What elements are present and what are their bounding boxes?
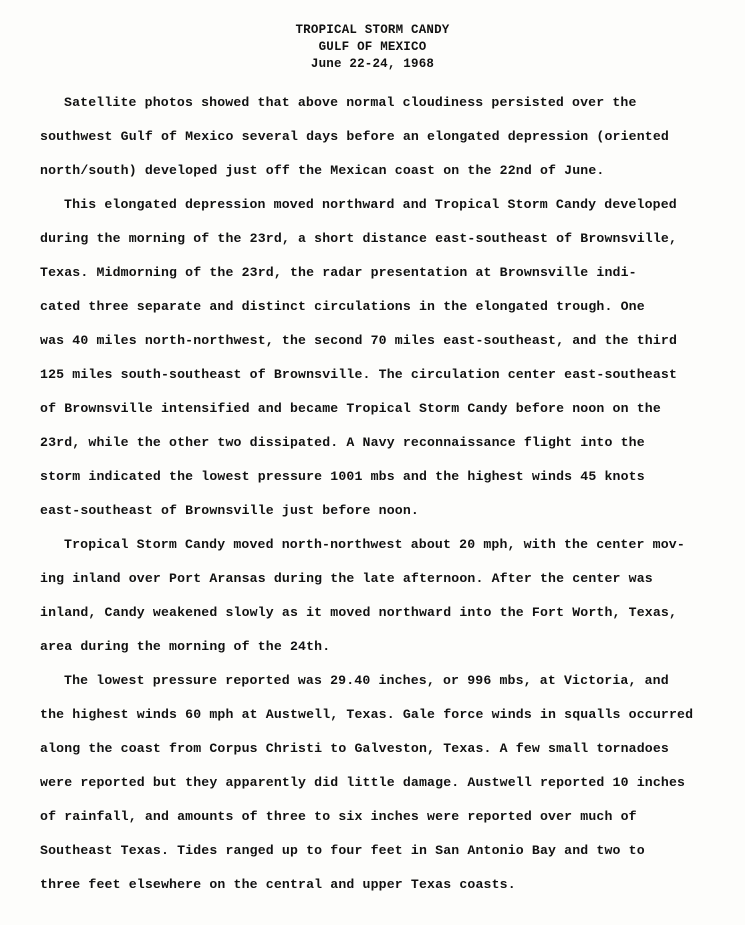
- text-line: storm indicated the lowest pressure 1001 mbs and the highest winds 45 knots: [40, 469, 645, 484]
- paragraph-1: [40, 86, 730, 188]
- text-line: area during the morning of the 24th.: [40, 639, 331, 654]
- text-line: the highest winds 60 mph at Austwell, Texas. Gale force winds in squalls occurred: [40, 707, 694, 722]
- text-line: three feet elsewhere on the central and upper Texas coasts.: [40, 877, 516, 892]
- paragraph-2: [40, 188, 730, 528]
- paragraph-4: [40, 664, 730, 902]
- text-line: of Brownsville intensified and became Tropical Storm Candy before noon on the: [40, 401, 661, 416]
- paragraph-3: [40, 528, 730, 664]
- storm-title: TROPICAL STORM CANDY: [295, 23, 450, 37]
- document-body: [40, 86, 730, 902]
- text-line: during the morning of the 23rd, a short distance east-southeast of Brownsville,: [40, 231, 678, 246]
- storm-dates: June 22-24, 1968: [310, 57, 435, 71]
- storm-location: GULF OF MEXICO: [318, 40, 427, 54]
- text-line: 23rd, while the other two dissipated. A Navy reconnaissance flight into the: [40, 435, 645, 450]
- document-header: [0, 22, 745, 73]
- text-line: north/south) developed just off the Mexican coast on the 22nd of June.: [40, 163, 605, 178]
- text-line: inland, Candy weakened slowly as it moved northward into the Fort Worth, Texas,: [40, 605, 678, 620]
- text-line: cated three separate and distinct circulations in the elongated trough. One: [40, 299, 645, 314]
- text-line: Texas. Midmorning of the 23rd, the radar presentation at Brownsville indi-: [40, 265, 637, 280]
- text-line: Southeast Texas. Tides ranged up to four feet in San Antonio Bay and two to: [40, 843, 645, 858]
- text-line: of rainfall, and amounts of three to six inches were reported over much of: [40, 809, 637, 824]
- text-line: The lowest pressure reported was 29.40 inches, or 996 mbs, at Victoria, and: [64, 673, 669, 688]
- text-line: ing inland over Port Aransas during the late afternoon. After the center was: [40, 571, 653, 586]
- text-line: 125 miles south-southeast of Brownsville. The circulation center east-southeast: [40, 367, 678, 382]
- text-line: were reported but they apparently did little damage. Austwell reported 10 inches: [40, 775, 686, 790]
- text-line: east-southeast of Brownsville just before noon.: [40, 503, 419, 518]
- text-line: This elongated depression moved northward and Tropical Storm Candy developed: [64, 197, 677, 212]
- text-line: Satellite photos showed that above normal cloudiness persisted over the: [64, 95, 637, 110]
- text-line: southwest Gulf of Mexico several days before an elongated depression (oriented: [40, 129, 669, 144]
- text-line: was 40 miles north-northwest, the second 70 miles east-southeast, and the third: [40, 333, 678, 348]
- text-line: Tropical Storm Candy moved north-northwest about 20 mph, with the center mov-: [64, 537, 685, 552]
- text-line: along the coast from Corpus Christi to Galveston, Texas. A few small tornadoes: [40, 741, 669, 756]
